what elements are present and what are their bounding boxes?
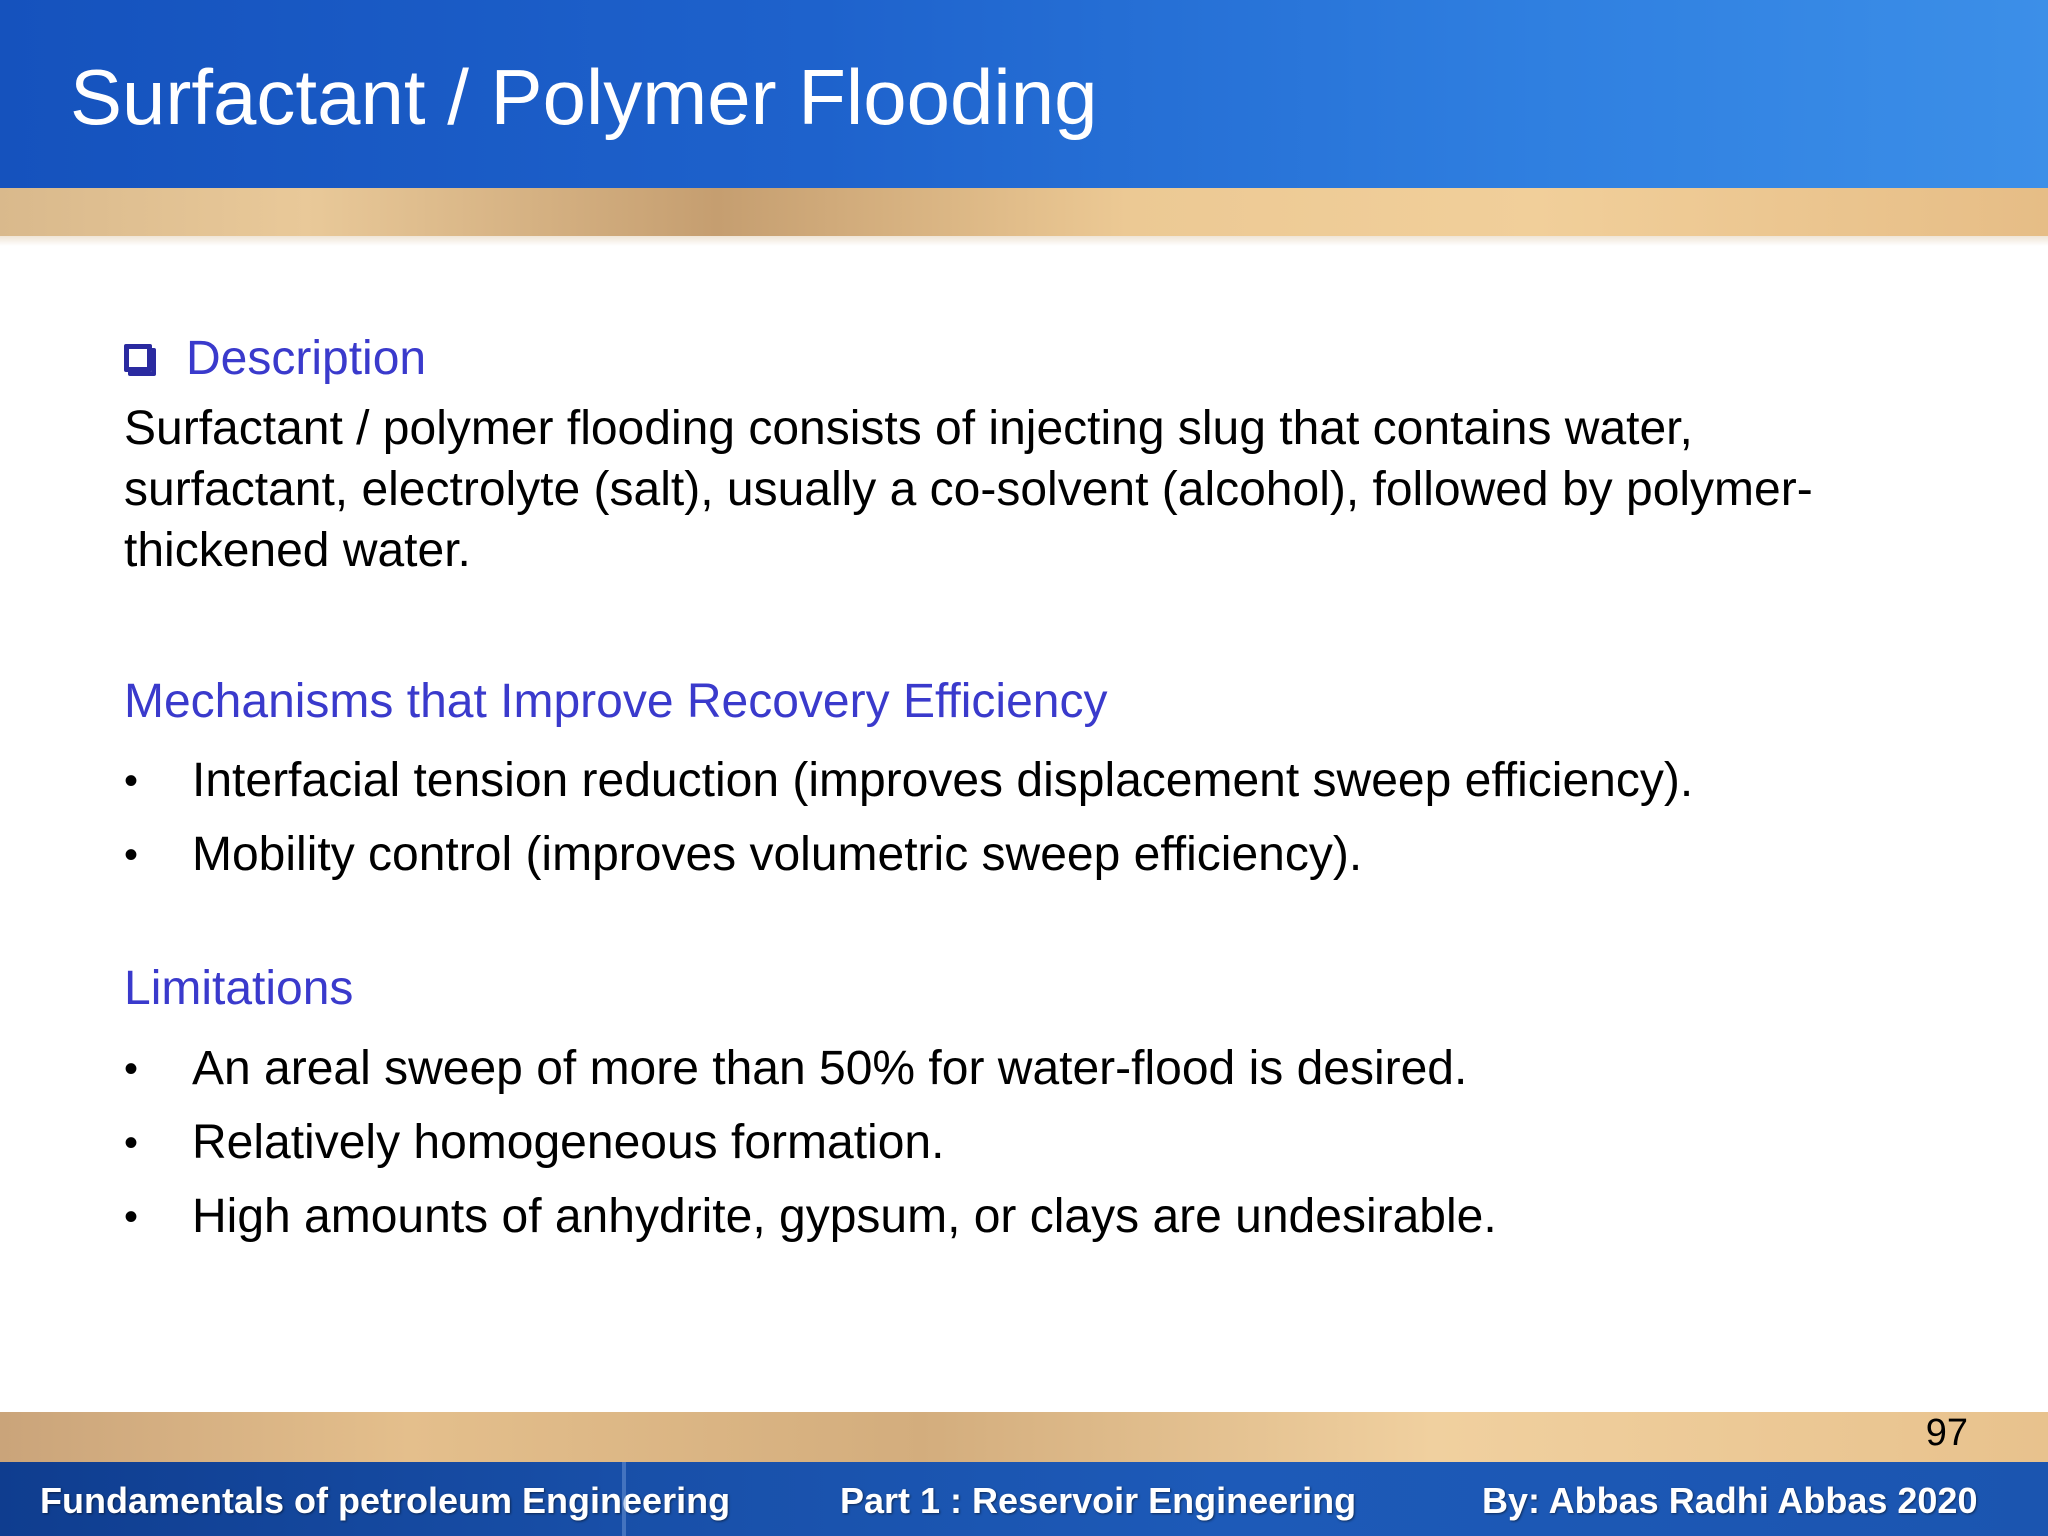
- footer-part-label: Part 1 : Reservoir Engineering: [840, 1480, 1357, 1521]
- bullet-icon: •: [124, 759, 139, 804]
- bullet-icon: •: [124, 1194, 139, 1239]
- list-item: [124, 1106, 1974, 1180]
- description-heading-text: Description: [186, 332, 427, 385]
- header-decorative-band: [0, 188, 2048, 236]
- slide-footer: [0, 1462, 2048, 1536]
- description-heading: [124, 330, 1974, 388]
- slide-header: [0, 0, 2048, 188]
- footer-divider: [622, 1462, 626, 1536]
- checkbox-bullet-icon: [124, 344, 152, 372]
- slide-content: [124, 330, 1974, 1254]
- bullet-icon: •: [124, 833, 139, 878]
- list-item-text: Mobility control (improves volumetric sweep efficiency).: [192, 828, 1363, 882]
- list-item: [124, 1032, 1974, 1106]
- bullet-icon: •: [124, 1046, 139, 1091]
- list-item: [124, 818, 1974, 892]
- limitations-list: [124, 1032, 1974, 1254]
- page-number: 97: [1925, 1412, 1968, 1454]
- bullet-icon: •: [124, 1120, 139, 1165]
- list-item-text: An areal sweep of more than 50% for water-flood is desired.: [192, 1041, 1468, 1095]
- slide-title: Surfactant / Polymer Flooding: [70, 53, 1098, 141]
- list-item: [124, 1180, 1974, 1254]
- mechanisms-list: [124, 744, 1974, 892]
- list-item: [124, 744, 1974, 818]
- list-item-text: High amounts of anhydrite, gypsum, or clays are undesirable.: [192, 1189, 1497, 1243]
- list-item-text: Interfacial tension reduction (improves displacement sweep efficiency).: [192, 754, 1694, 808]
- mechanisms-heading: Mechanisms that Improve Recovery Efficiency: [124, 674, 1108, 728]
- list-item-text: Relatively homogeneous formation.: [192, 1115, 945, 1169]
- description-paragraph: Surfactant / polymer flooding consists of injecting slug that contains water, surfactant, electrolyte (salt), usually a co-solvent (alcohol), followed by polymer-thickened water.: [124, 401, 1813, 577]
- footer-decorative-band: [0, 1412, 2048, 1462]
- limitations-heading: Limitations: [124, 962, 354, 1016]
- footer-course-title: Fundamentals of petroleum Engineering: [40, 1480, 731, 1521]
- footer-author: By: Abbas Radhi Abbas 2020: [1482, 1480, 1978, 1521]
